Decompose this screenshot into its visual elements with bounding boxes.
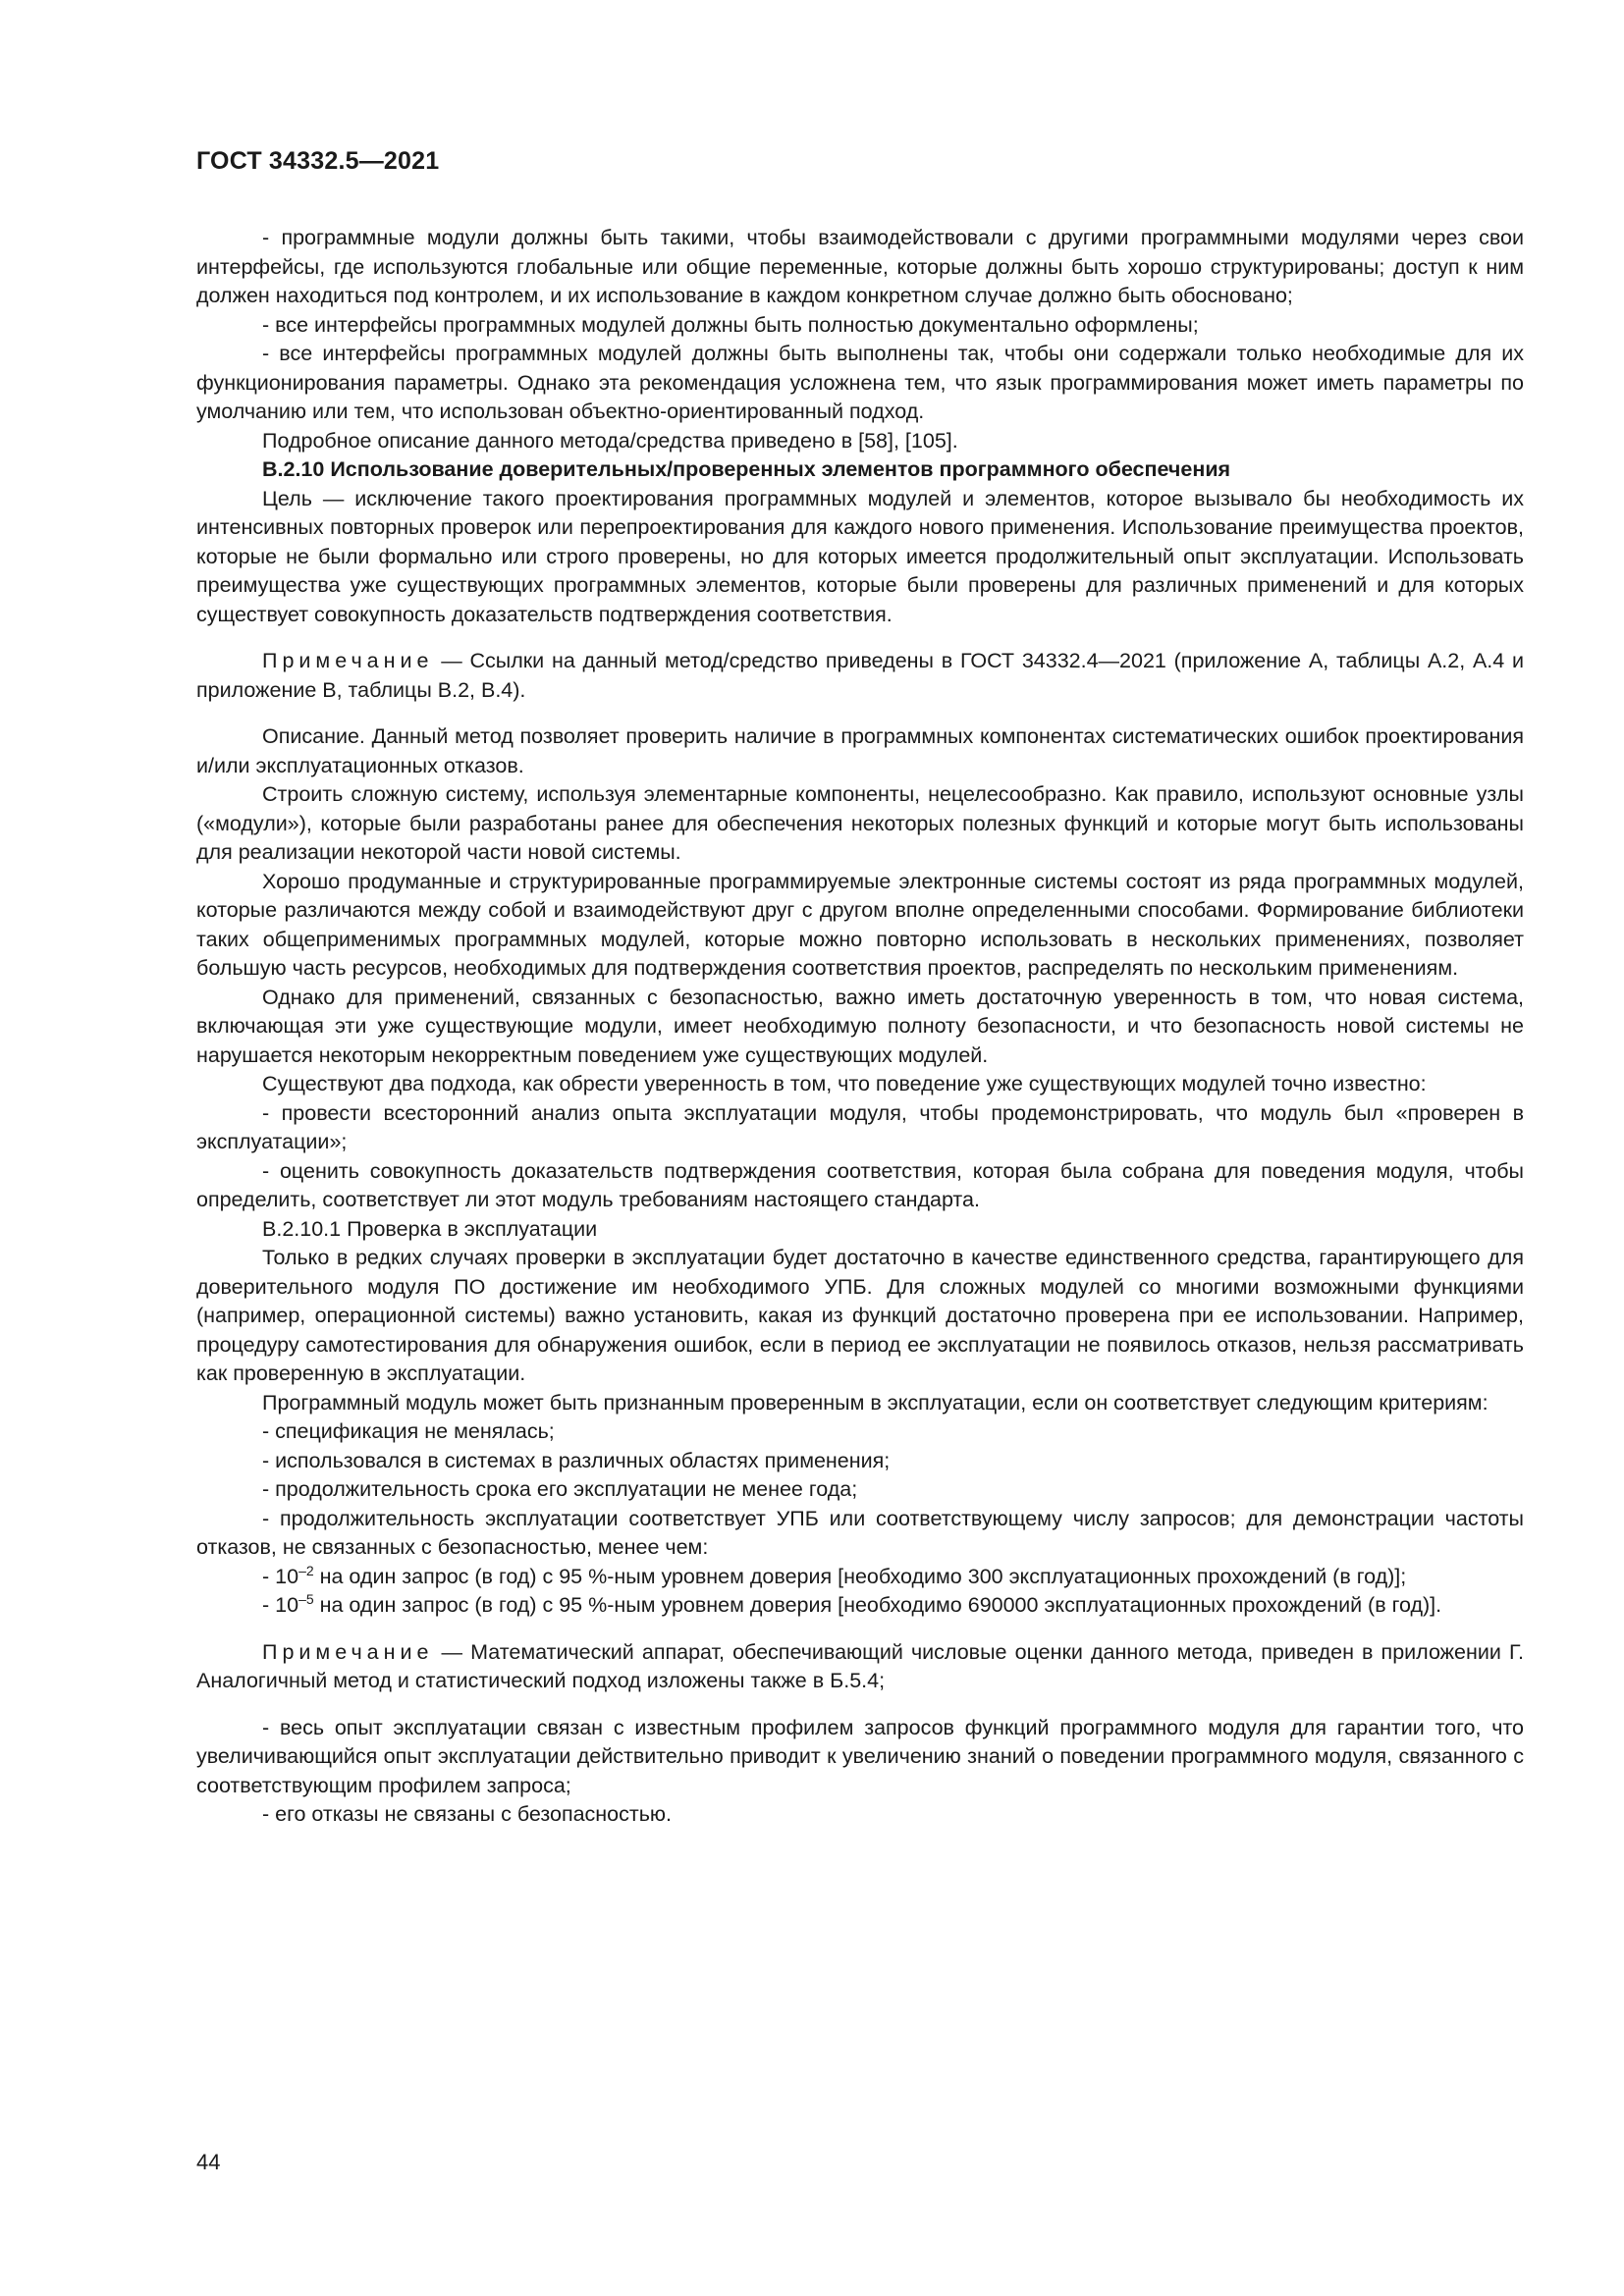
paragraph: - программные модули должны быть такими, чтобы взаимодействовали с другими программными модулями через свои интерфейсы, где используются глобальные или общие переменные, которые должны быть хорошо структурированы; доступ к ним должен находиться под контролем, и их использование в каждом конкретном случае должно быть обосновано;: [196, 226, 1524, 307]
paragraph: - провести всесторонний анализ опыта эксплуатации модуля, чтобы продемонстрировать, что модуль был «проверен в эксплуатации»;: [196, 1100, 1524, 1153]
list-item: - спецификация не менялась;: [262, 1419, 555, 1443]
list-item: - продолжительность срока его эксплуатации не менее года;: [262, 1477, 858, 1501]
section-heading: В.2.10 Использование доверительных/проверенных элементов программного обеспечения: [262, 457, 1231, 481]
note-label: Примечание: [262, 649, 434, 672]
formula-exponent: –5: [298, 1590, 314, 1607]
paragraph: Программный модуль может быть признанным проверенным в эксплуатации, если он соответствует следующим критериям:: [262, 1390, 1489, 1415]
document-body: [196, 224, 1524, 1830]
list-item-text: на один запрос (в год) с 95 %-ным уровнем доверия [необходимо 690000 эксплуатационных прохождений (в год)].: [313, 1593, 1442, 1617]
paragraph: - оценить совокупность доказательств подтверждения соответствия, которая была собрана для поведения модуля, чтобы определить, соответствует ли этот модуль требованиям настоящего стандарта.: [196, 1158, 1524, 1211]
paragraph: Хорошо продуманные и структурированные программируемые электронные системы состоят из ряда программных модулей, которые различаются между собой и взаимодействуют друг с другом вполне определенными способами. Формирование библиотеки таких общеприменимых программных модулей, которые можно повторно использовать в нескольких применениях, позволяет большую часть ресурсов, необходимых для подтверждения соответствия проектов, распределять по нескольким применениям.: [196, 869, 1524, 980]
paragraph: Строить сложную систему, используя элементарные компоненты, нецелесообразно. Как правило, используют основные узлы («модули»), которые были разработаны ранее для обеспечения некоторых полезных функций и которые могут быть использованы для реализации некоторой части новой системы.: [196, 782, 1524, 864]
list-item: [196, 1563, 1524, 1592]
note-paragraph: [196, 647, 1524, 705]
formula-base: - 10: [262, 1564, 299, 1588]
paragraph: Цель — исключение такого проектирования программных модулей и элементов, которое вызывало бы необходимость их интенсивных повторных проверок или перепроектирования для каждого нового применения. Использование преимущества проектов, которые не были формально или строго проверены, но для которых имеется продолжительный опыт эксплуатации. Использовать преимущества уже существующих программных элементов, которые были проверены для различных применений и для которых существует совокупность доказательств подтверждения соответствия.: [196, 486, 1524, 626]
list-item: [196, 1591, 1524, 1621]
list-item-text: на один запрос (в год) с 95 %-ным уровнем доверия [необходимо 300 эксплуатационных прохождений (в год)];: [313, 1564, 1407, 1588]
note-label: Примечание: [262, 1639, 434, 1664]
subsection-heading: В.2.10.1 Проверка в эксплуатации: [262, 1216, 598, 1241]
paragraph: Только в редких случаях проверки в эксплуатации будет достаточно в качестве единственного средства, гарантирующего для доверительного модуля ПО достижение им необходимого УПБ. Для сложных модулей со многими возможными функциями (например, операционной системы) важно установить, какая из функций достаточно проверена при ее использовании. Например, процедуру самотестирования для обнаружения ошибок, если в период ее эксплуатации не появилось отказов, нельзя рассматривать как проверенную в эксплуатации.: [196, 1246, 1524, 1385]
page-number: 44: [196, 2150, 221, 2174]
list-item: - весь опыт эксплуатации связан с известным профилем запросов функций программного модуля для гарантии того, что увеличивающийся опыт эксплуатации действительно приводит к увеличению знаний о поведении программного модуля, связанного с соответствующим профилем запроса;: [196, 1715, 1524, 1797]
paragraph: Описание. Данный метод позволяет проверить наличие в программных компонентах систематических ошибок проектирования и/или эксплуатационных отказов.: [196, 724, 1524, 777]
document-header: ГОСТ 34332.5—2021: [196, 147, 440, 175]
list-item: - его отказы не связаны с безопасностью.: [262, 1802, 673, 1826]
note-paragraph: [196, 1638, 1524, 1696]
formula-exponent: –2: [298, 1562, 314, 1578]
paragraph: Подробное описание данного метода/средства приведено в [58], [105].: [262, 428, 958, 453]
note-text: — Ссылки на данный метод/средство приведены в ГОСТ 34332.4—2021 (приложение А, таблицы А.2, А.4 и приложение В, таблицы В.2, В.4).: [196, 649, 1524, 702]
note-text: — Математический аппарат, обеспечивающий числовые оценки данного метода, приведен в приложении Г. Аналогичный метод и статистический подход изложены также в Б.5.4;: [196, 1639, 1524, 1692]
formula-base: - 10: [262, 1593, 299, 1617]
list-item: - продолжительность эксплуатации соответствует УПБ или соответствующему числу запросов; для демонстрации частоты отказов, не связанных с безопасностью, менее чем:: [196, 1506, 1524, 1559]
paragraph: - все интерфейсы программных модулей должны быть выполнены так, чтобы они содержали только необходимые для их функционирования параметры. Однако эта рекомендация усложнена тем, что язык программирования может иметь параметры по умолчанию или тем, что использован объектно-ориентированный подход.: [196, 342, 1524, 423]
paragraph: - все интерфейсы программных модулей должны быть полностью документально оформлены;: [262, 312, 1199, 337]
list-item: - использовался в системах в различных областях применения;: [262, 1448, 891, 1472]
paragraph: Существуют два подхода, как обрести уверенность в том, что поведение уже существующих модулей точно известно:: [262, 1072, 1427, 1095]
paragraph: Однако для применений, связанных с безопасностью, важно иметь достаточную уверенность в том, что новая система, включающая эти уже существующие модули, имеет необходимую полноту безопасности, и что безопасность новой системы не нарушается некоторым некорректным поведением уже существующих модулей.: [196, 985, 1524, 1067]
